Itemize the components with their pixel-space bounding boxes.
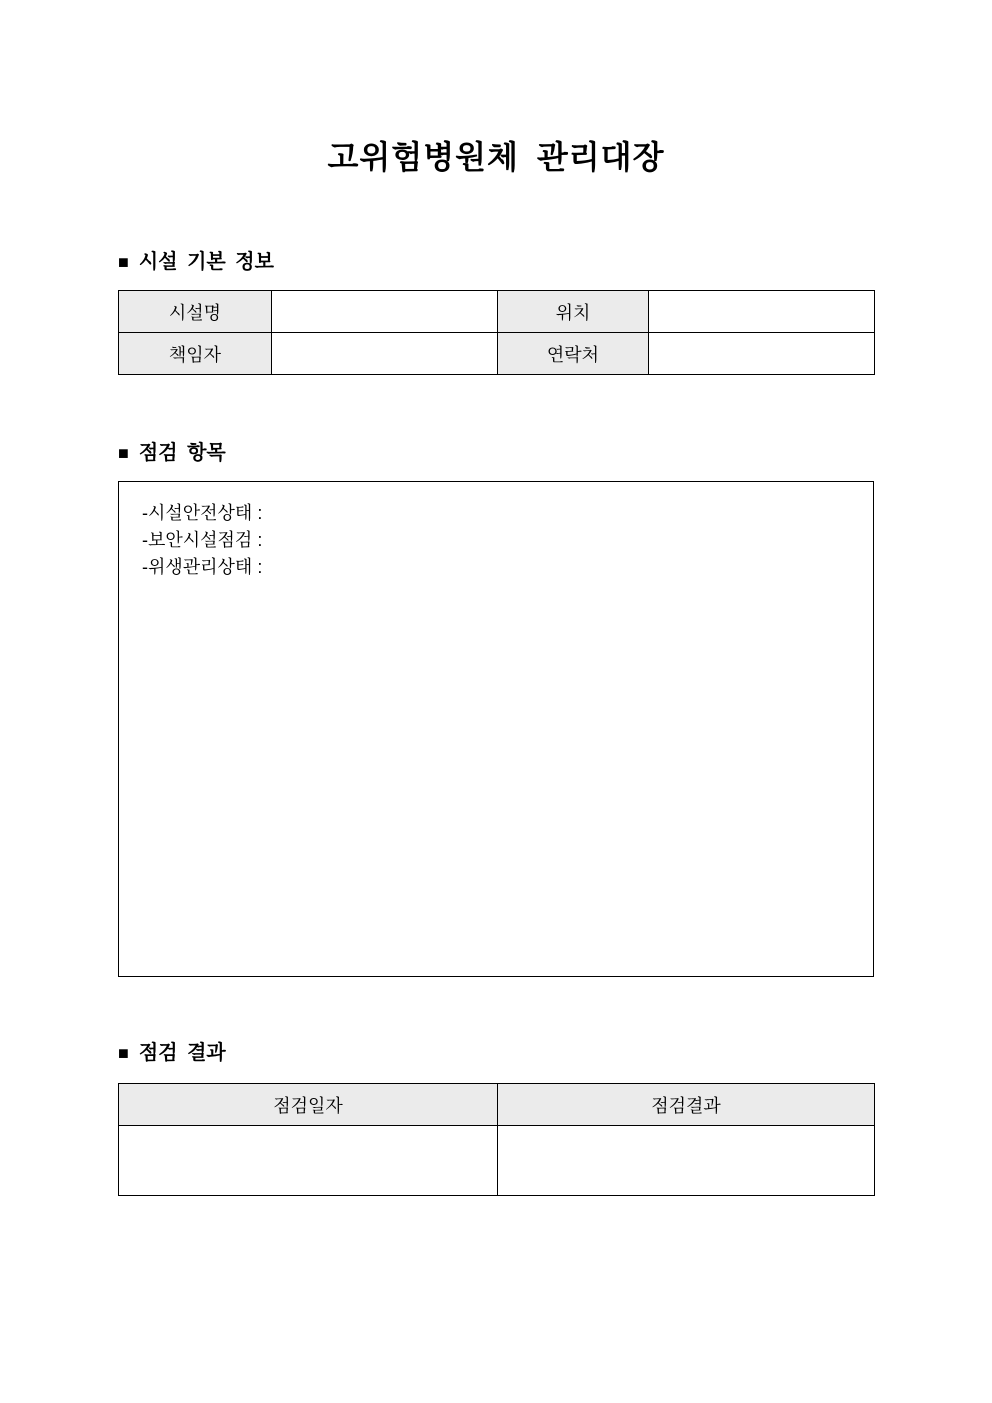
column-header-inspection-date: 점검일자 — [119, 1084, 498, 1126]
field-label-location: 위치 — [498, 291, 649, 333]
section-heading-inspection-items — [118, 441, 226, 465]
field-value-location — [649, 291, 875, 333]
page-title: 고위험병원체 관리대장 — [327, 139, 665, 175]
inspection-result-table — [118, 1083, 875, 1196]
section-bullet-icon: ■ — [118, 1043, 129, 1063]
column-header-inspection-result: 점검결과 — [498, 1084, 875, 1126]
field-value-facility-name — [272, 291, 498, 333]
field-label-manager: 책임자 — [119, 333, 272, 375]
section-bullet-icon: ■ — [118, 443, 129, 463]
section-bullet-icon: ■ — [118, 252, 129, 272]
cell-inspection-result — [498, 1126, 875, 1196]
inspection-item-security: -보안시설점검 : — [142, 530, 263, 550]
table-row — [119, 333, 875, 375]
table-header-row — [119, 1084, 875, 1126]
inspection-item-safety: -시설안전상태 : — [142, 503, 263, 523]
section-heading-facility-info — [118, 250, 274, 274]
section-heading-inspection-result — [118, 1041, 226, 1065]
inspection-items-box — [118, 481, 874, 977]
field-value-manager — [272, 333, 498, 375]
field-value-contact — [649, 333, 875, 375]
field-label-facility-name: 시설명 — [119, 291, 272, 333]
table-row — [119, 1126, 875, 1196]
section-heading-label: 점검 결과 — [138, 1042, 226, 1064]
facility-info-table — [118, 290, 875, 375]
section-heading-label: 점검 항목 — [138, 442, 226, 464]
section-heading-label: 시설 기본 정보 — [138, 251, 274, 273]
field-label-contact: 연락처 — [498, 333, 649, 375]
table-row — [119, 291, 875, 333]
cell-inspection-date — [119, 1126, 498, 1196]
inspection-item-hygiene: -위생관리상태 : — [142, 557, 263, 577]
